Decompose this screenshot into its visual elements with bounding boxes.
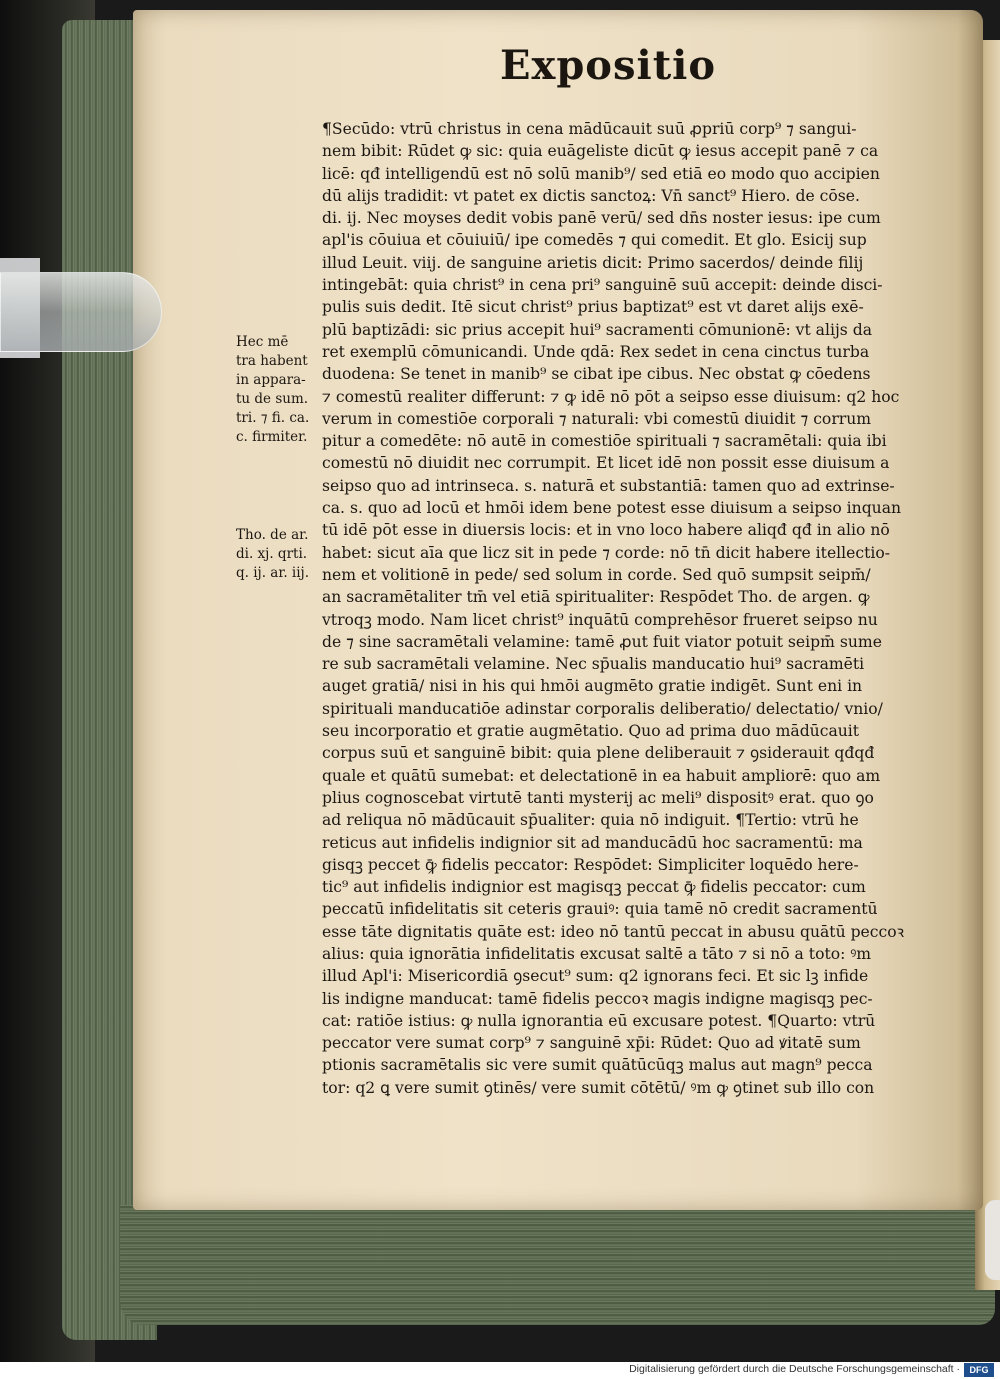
text-line: licē: qđ intelligendū est nō solū manib⁹/ sed etiā eo modo quo accipien: [322, 164, 880, 183]
text-line: seu incorporatio et gratie augmētatio. Quo ad prima duo mādūcauit: [322, 722, 860, 741]
text-line: comestū nō diuidit nec corrumpit. Et licet idē non possit esse diuisum a: [322, 454, 890, 473]
margin-note-line: tra habent: [236, 353, 308, 369]
margin-note-line: q. ij. ar. iij.: [236, 565, 310, 581]
text-line: ca. s. quo ad locū et hmōi idem bene potest esse diuisum a seipso inquan: [322, 499, 902, 518]
margin-note-line: Tho. de ar.: [236, 527, 309, 543]
text-line: spirituali manducatiōe adinstar corporalis deliberatio/ delectatio/ vnio/: [322, 699, 883, 718]
text-line: corpus suū et sanguinē bibit: quia plene deliberauit ⁊ ꝯsiderauit qđqđ: [322, 744, 875, 763]
margin-note-line: di. xj. qrti.: [236, 546, 308, 562]
text-line: nem bibit: Rūdet ꝙ sic: quia euāgeliste dicūt ꝙ iesus accepit panē ⁊ ca: [322, 142, 879, 161]
body-text-column: [322, 118, 914, 1099]
text-line: pulis suis dedit. Itē sicut christ⁹ prius baptizat⁹ est vt daret alijs exē-: [322, 298, 864, 317]
running-head: Expositio: [500, 42, 717, 89]
text-line: plius cognoscebat virtutē tanti mysterij ac meli⁹ dispositꝰ erat. quo ꝯo: [322, 788, 874, 807]
text-line: intingebāt: quia christ⁹ in cena pri⁹ sanguinē suū accepit: deinde disci-: [322, 276, 883, 295]
text-line: plū baptizādi: sic prius accepit hui⁹ sacramenti cōmunionē: vt alijs da: [322, 320, 873, 339]
page-holder-finger: [985, 1200, 1000, 1280]
text-line: apl'is cōuiua et cōuiuiū/ ipe comedēs ⁊ qui comedit. Et glo. Esicij sup: [322, 231, 867, 250]
text-line: alius: quia ignorātia infidelitatis excusat saltē a tāto ⁊ si nō a toto: ꝰm: [322, 944, 872, 963]
text-line: gisqꝫ peccet ꝙ̄ fidelis peccator: Respōdet: Simpliciter loquēdo here-: [322, 855, 859, 874]
text-line: duodena: Se tenet in manib⁹ se cibat ipe cibus. Nec obstat ꝙ cōedens: [322, 365, 871, 384]
text-line: ptionis sacramētalis sic vere sumit quātūcūqꝫ malus aut magn⁹ pecca: [322, 1056, 873, 1075]
text-line: illud Leuit. viij. de sanguine arietis dicit: Primo sacerdos/ deinde filij: [322, 253, 864, 272]
text-line: cat: ratiōe istius: ꝙ nulla ignorantia eū excusare potest. ¶Quarto: vtrū: [322, 1011, 876, 1030]
text-line: esse tāte dignitatis quāte est: ideo nō tantū peccat in abusu quātū peccoꝛ: [322, 922, 905, 941]
text-line: peccatū infidelitatis sit ceteris grauiꝰ: quia tamē nō credit sacramentū: [322, 900, 878, 919]
text-line: peccator vere sumat corp⁹ ⁊ sanguinē xp̄i: Rūdet: Quo ad ꝟitatē sum: [322, 1034, 861, 1053]
text-line: dū alijs tradidit: vt patet ex dictis sanctoꝝ: Vn̄ sanct⁹ Hiero. de cōse.: [322, 186, 860, 205]
text-line: seipso quo ad intrinseca. s. naturā et substantiā: tamen quo ad extrinse-: [322, 476, 895, 495]
text-line: tor: q2 ꝗ vere sumit ꝯtinēs/ vere sumit cōtētū/ ꝰm ꝙ ꝯtinet sub illo con: [322, 1078, 875, 1097]
margin-note-line: tri. ⁊ fi. ca.: [236, 410, 310, 426]
text-line: ¶Secūdo: vtrū christus in cena mādūcauit suū ꝓpriū corp⁹ ⁊ sangui-: [322, 120, 857, 138]
text-line: ad reliqua nō mādūcauit sp̄ualiter: quia nō indiguit. ¶Tertio: vtrū he: [322, 811, 859, 830]
text-line: nem et volitionē in pede/ sed solum in corde. Sed quō sumpsit seipm̄/: [322, 565, 871, 584]
text-line: an sacramētaliter tm̄ vel etiā spiritualiter: Respōdet Tho. de argen. ꝙ: [322, 588, 870, 607]
funding-credit: Digitalisierung gefördert durch die Deutsche Forschungsgemeinschaft ·: [629, 1363, 960, 1375]
text-line: ⁊ comestū realiter differunt: ⁊ ꝙ idē nō pōt a seipso esse diuisum: q2 hoc: [322, 387, 900, 406]
text-line: lis indigne manducat: tamē fidelis peccoꝛ magis indigne magisqꝫ pec-: [322, 989, 873, 1008]
text-line: quale et quātū sumebat: et delectationē in ea habuit ampliorē: quo am: [322, 766, 881, 785]
margin-note-thomas: [236, 526, 309, 583]
text-line: ret exemplū cōmunicandi. Unde qdā: Rex sedet in cena cinctus turba: [322, 342, 870, 361]
text-line: vtroqꝫ modo. Nam licet christ⁹ inquātū comprehēsor frueret seipso nu: [322, 610, 878, 629]
page-edges-bottom: [120, 1205, 995, 1325]
margin-note-line: c. firmiter.: [236, 429, 308, 445]
text-line: habet: sicut aīa que licz sit in pede ⁊ corde: nō tn̄ dicit habere itellectio-: [322, 543, 891, 562]
text-line: verum in comestiōe corporali ⁊ naturali: vbi comestū diuidit ⁊ corrum: [322, 409, 872, 428]
text-line: auget gratiā/ nisi in his qui hmōi augmēto gratie indigēt. Sunt eni in: [322, 677, 863, 696]
margin-note-reference: [236, 333, 309, 447]
text-line: tic⁹ aut infidelis indignior est magisqꝫ peccat ꝙ̄ fidelis peccator: cum: [322, 878, 866, 897]
footer-bar: [0, 1362, 1000, 1379]
margin-note-line: in appara-: [236, 372, 306, 388]
dfg-logo: DFG: [964, 1363, 994, 1377]
text-line: tū idē pōt esse in diuersis locis: et in vno loco habere aliqđ qđ in alio nō: [322, 521, 890, 540]
text-line: di. ij. Nec moyses dedit vobis panē verū/ sed dn̄s noster iesus: ipe cum: [322, 209, 881, 228]
text-line: pitur a comedēte: nō autē in comestiōe spirituali ⁊ sacramētali: quia ibi: [322, 432, 887, 451]
text-line: de ⁊ sine sacramētali velamine: tamē ꝓut fuit viator potuit seipm̄ sume: [322, 632, 882, 651]
margin-note-line: tu de sum.: [236, 391, 309, 407]
text-line: reticus aut infidelis indignior sit ad manducādū hoc sacramentū: ma: [322, 833, 863, 852]
text-line: illud Apl'i: Misericordiā ꝯsecut⁹ sum: q2 ignorans feci. Et sic lꝫ infide: [322, 967, 869, 986]
text-line: re sub sacramētali velamine. Nec sp̄ualis manducatio hui⁹ sacramēti: [322, 655, 865, 674]
glass-page-clamp: [0, 272, 162, 352]
margin-note-line: Hec mē: [236, 334, 289, 350]
